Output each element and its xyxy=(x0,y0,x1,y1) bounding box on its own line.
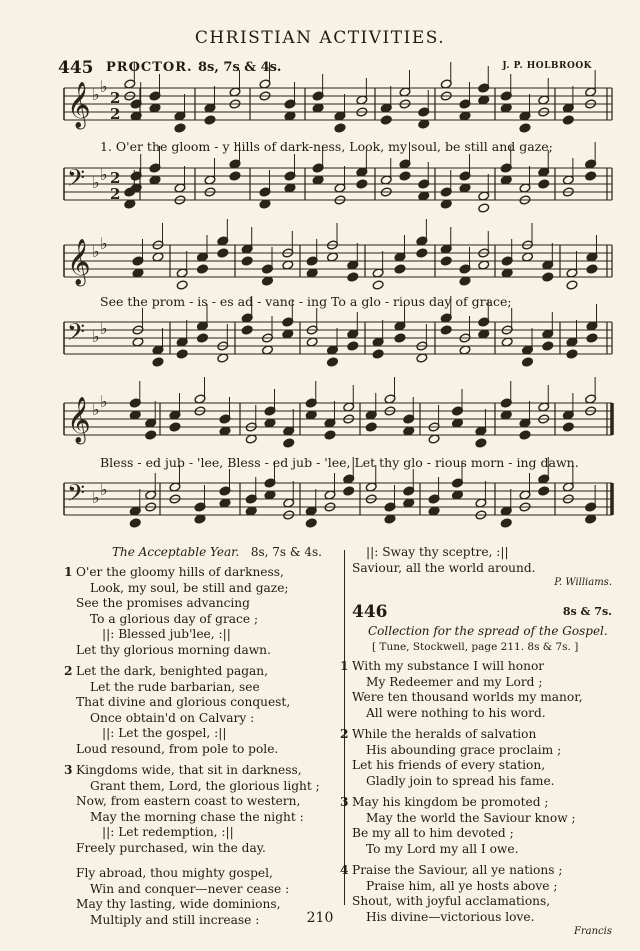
note-head xyxy=(217,248,229,258)
verse-text: May the morning chase the night : xyxy=(90,809,304,824)
flat-icon: ♭ xyxy=(92,327,100,346)
verse-line xyxy=(340,659,612,675)
lyric-line-1: 1. O'er the gloom - y hills of dark-ness, Look, my soul, be still and gaze; xyxy=(100,139,553,154)
verse-text: Praise him, all ye hosts above ; xyxy=(366,878,558,893)
note-head xyxy=(305,518,317,528)
hymn-number: 445 xyxy=(58,58,94,78)
flat-icon: ♭ xyxy=(92,85,100,104)
lyric-line-2: See the prom - is - es ad - vanc - ing To a glo - rious day of grace; xyxy=(100,294,512,309)
verse-text: His divine—victorious love. xyxy=(366,909,535,924)
verse xyxy=(64,565,338,658)
tune-name: PROCTOR. xyxy=(106,60,193,75)
verse-line xyxy=(76,810,338,826)
note-head xyxy=(522,357,534,367)
verse-line xyxy=(76,711,338,727)
verse-text: Praise the Saviour, all ye nations ; xyxy=(352,863,563,877)
verse-text: Look, my soul, be still and gaze; xyxy=(90,580,289,595)
verse-line: Saviour, all the world around. xyxy=(352,560,536,575)
text-title xyxy=(76,545,338,559)
verse-text: Win and conquer—never cease : xyxy=(90,881,290,896)
verse-line: ||: Sway thy sceptre, :|| xyxy=(366,545,509,559)
treble-clef-icon: 𝄞 xyxy=(67,82,91,128)
tune-reference: [ Tune, Stockwell, page 211. 8s & 7s. ] xyxy=(372,641,579,653)
note-head xyxy=(241,256,253,266)
note-head xyxy=(343,486,355,496)
note-head xyxy=(204,115,216,125)
verse-line xyxy=(352,743,612,759)
note-head xyxy=(129,518,141,528)
verse xyxy=(340,659,612,721)
note-head xyxy=(538,179,550,189)
verse-line xyxy=(76,841,338,857)
meter: 8s, 7s & 4s. xyxy=(198,60,282,75)
note-head xyxy=(399,171,411,181)
verse-line xyxy=(64,664,338,680)
verse-line xyxy=(352,690,612,706)
verse-line xyxy=(76,581,338,597)
verse-line xyxy=(76,680,338,696)
note-head xyxy=(586,264,598,274)
note-head xyxy=(169,422,181,432)
verse-text: Were ten thousand worlds my manor, xyxy=(352,690,583,704)
verse-text: Once obtain'd on Calvary : xyxy=(90,710,255,725)
flat-icon: ♭ xyxy=(100,319,108,338)
verse-text: With my substance I will honor xyxy=(352,659,545,673)
bass-clef-icon: 𝄢 xyxy=(67,164,86,197)
verse-line xyxy=(352,879,612,895)
hymn-446-heading xyxy=(352,602,612,622)
verse-line xyxy=(76,695,338,711)
verse-text: Kingdoms wide, that sit in darkness, xyxy=(76,763,302,777)
verse-text: ||: Let redemption, :|| xyxy=(102,825,234,839)
verse-line xyxy=(76,882,338,898)
time-signature: 2 xyxy=(110,89,121,107)
verse-line xyxy=(340,795,612,811)
flat-icon: ♭ xyxy=(92,242,100,261)
verse-text: Shout, with joyful acclamations, xyxy=(352,894,551,908)
note-head xyxy=(519,123,531,133)
verse-line xyxy=(76,779,338,795)
note-head xyxy=(356,179,368,189)
note-head xyxy=(585,171,597,181)
note-head xyxy=(519,430,531,440)
verse-text: Fly abroad, thou mighty gospel, xyxy=(76,866,273,880)
verse-line xyxy=(76,726,338,742)
time-signature: 2 xyxy=(110,169,121,187)
verse-line xyxy=(64,763,338,779)
author-446: Francis xyxy=(573,926,612,937)
note-head xyxy=(241,325,253,335)
verse-line xyxy=(76,643,338,659)
lyric-line-3: Bless - ed jub - 'lee, Bless - ed jub - 'lee, Let thy glo - rious morn - ing dawn. xyxy=(100,455,579,470)
note-head xyxy=(327,357,339,367)
verse-line xyxy=(76,794,338,810)
verse xyxy=(64,763,338,856)
verse-line xyxy=(76,627,338,643)
bass-clef-icon: 𝄢 xyxy=(67,479,86,512)
verses-445 xyxy=(64,565,338,928)
verse-text: While the heralds of salvation xyxy=(352,727,537,741)
verse-text: Let the dark, benighted pagan, xyxy=(76,664,268,678)
note-head xyxy=(152,357,164,367)
note-head xyxy=(440,256,452,266)
verse-line xyxy=(76,612,338,628)
treble-clef-icon: 𝄞 xyxy=(67,397,91,443)
verse-text: Grant them, Lord, the glorious light ; xyxy=(90,778,320,793)
hymn-445-text xyxy=(64,545,338,928)
text-meter: 8s, 7s & 4s. xyxy=(250,545,322,559)
verses-446 xyxy=(340,659,612,925)
verse-text: That divine and glorious conquest, xyxy=(76,695,291,709)
note-head xyxy=(347,272,359,282)
verse-number: 2 xyxy=(64,664,73,678)
verse-line xyxy=(352,826,612,842)
page-title: CHRISTIAN ACTIVITIES. xyxy=(194,28,446,48)
verse-text: Now, from eastern coast to western, xyxy=(76,794,301,808)
note-head xyxy=(562,422,574,432)
verse-text: O'er the gloomy hills of darkness, xyxy=(76,565,284,579)
verse-text: To a glorious day of grace ; xyxy=(90,611,259,626)
note-head xyxy=(334,123,346,133)
verse-text: Let his friends of every station, xyxy=(352,758,546,772)
composer: J. P. HOLBROOK xyxy=(502,61,592,71)
note-head xyxy=(475,438,487,448)
note-head xyxy=(380,115,392,125)
note-head xyxy=(324,430,336,440)
page-number: 210 xyxy=(306,910,334,926)
verse-text: To my Lord my all I owe. xyxy=(366,841,519,856)
note-head xyxy=(538,486,550,496)
note-head xyxy=(478,203,490,213)
flat-icon: ♭ xyxy=(100,392,108,411)
note-head xyxy=(562,115,574,125)
verse-text: Loud resound, from pole to pole. xyxy=(76,741,279,756)
note-head xyxy=(394,264,406,274)
text-title-label: The Acceptable Year. xyxy=(112,545,240,559)
verse-text: Freely purchased, win the day. xyxy=(76,840,266,855)
note-head xyxy=(145,430,157,440)
note-head xyxy=(197,333,209,343)
verse-text: May the world the Saviour know ; xyxy=(366,810,576,825)
verse-line xyxy=(76,825,338,841)
verse-text: May his kingdom be promoted ; xyxy=(352,795,549,809)
note-head xyxy=(229,171,241,181)
note-head xyxy=(500,518,512,528)
verse-text: Gladly join to spread his fame. xyxy=(366,773,555,788)
flat-icon: ♭ xyxy=(100,165,108,184)
verse-text: Multiply and still increase : xyxy=(90,912,260,927)
verse-line xyxy=(352,758,612,774)
verse-line xyxy=(76,596,338,612)
flat-icon: ♭ xyxy=(100,77,108,96)
verse xyxy=(64,664,338,757)
verse-line xyxy=(352,675,612,691)
treble-clef-icon: 𝄞 xyxy=(67,239,91,285)
verse-text: Let thy glorious morning dawn. xyxy=(76,642,271,657)
note-head xyxy=(283,438,295,448)
verse-text: ||: Let the gospel, :|| xyxy=(102,726,227,740)
note-head xyxy=(440,325,452,335)
verse-number: 2 xyxy=(340,727,349,741)
hymn-446-title: Collection for the spread of the Gospel. xyxy=(368,624,608,638)
note-head xyxy=(176,349,188,359)
verse-number: 1 xyxy=(64,565,73,579)
verse-text: Be my all to him devoted ; xyxy=(352,826,514,840)
verse-text: ||: Blessed jub'lee, :|| xyxy=(102,627,231,641)
note-head xyxy=(586,333,598,343)
flat-icon: ♭ xyxy=(100,480,108,499)
verse-line xyxy=(352,811,612,827)
verse-number: 4 xyxy=(340,863,349,877)
hymn-number: 446 xyxy=(352,602,388,622)
note-head xyxy=(174,123,186,133)
meter: 8s & 7s. xyxy=(562,605,612,618)
verse-text: See the promises advancing xyxy=(76,596,250,610)
verse-text: My Redeemer and my Lord ; xyxy=(366,674,543,689)
note-head xyxy=(566,280,578,290)
verse-continuation xyxy=(352,545,612,576)
note-head xyxy=(176,280,188,290)
note-head xyxy=(416,248,428,258)
verse-text: All were nothing to his word. xyxy=(366,705,546,720)
verse-number: 3 xyxy=(64,763,73,777)
verse-line xyxy=(64,565,338,581)
verse-line xyxy=(352,774,612,790)
verse-number: 1 xyxy=(340,659,349,673)
bass-clef-icon: 𝄢 xyxy=(67,318,86,351)
time-signature: 2 xyxy=(110,185,121,203)
note-head xyxy=(365,422,377,432)
verse xyxy=(340,727,612,789)
note-head xyxy=(542,272,554,282)
note-head xyxy=(394,333,406,343)
note-head xyxy=(372,349,384,359)
verse-line xyxy=(340,863,612,879)
verse-line xyxy=(76,742,338,758)
flat-icon: ♭ xyxy=(100,234,108,253)
verse-text: Let the rude barbarian, see xyxy=(90,679,260,694)
verse-line xyxy=(352,842,612,858)
verse-line xyxy=(76,866,338,882)
note-head xyxy=(542,341,554,351)
flat-icon: ♭ xyxy=(92,488,100,507)
note-head xyxy=(372,280,384,290)
note-head xyxy=(347,341,359,351)
verse-line xyxy=(340,727,612,743)
verse-line xyxy=(352,706,612,722)
hymn-446-column xyxy=(340,545,612,937)
flat-icon: ♭ xyxy=(92,400,100,419)
flat-icon: ♭ xyxy=(92,173,100,192)
note-head xyxy=(197,264,209,274)
verse xyxy=(340,795,612,857)
author-445: P. Williams. xyxy=(554,577,612,588)
verse-number: 3 xyxy=(340,795,349,809)
time-signature: 2 xyxy=(110,105,121,123)
note-head xyxy=(566,349,578,359)
verse-text: His abounding grace proclaim ; xyxy=(366,742,562,757)
verse-text: May thy lasting, wide dominions, xyxy=(76,897,281,911)
verse-line xyxy=(352,894,612,910)
